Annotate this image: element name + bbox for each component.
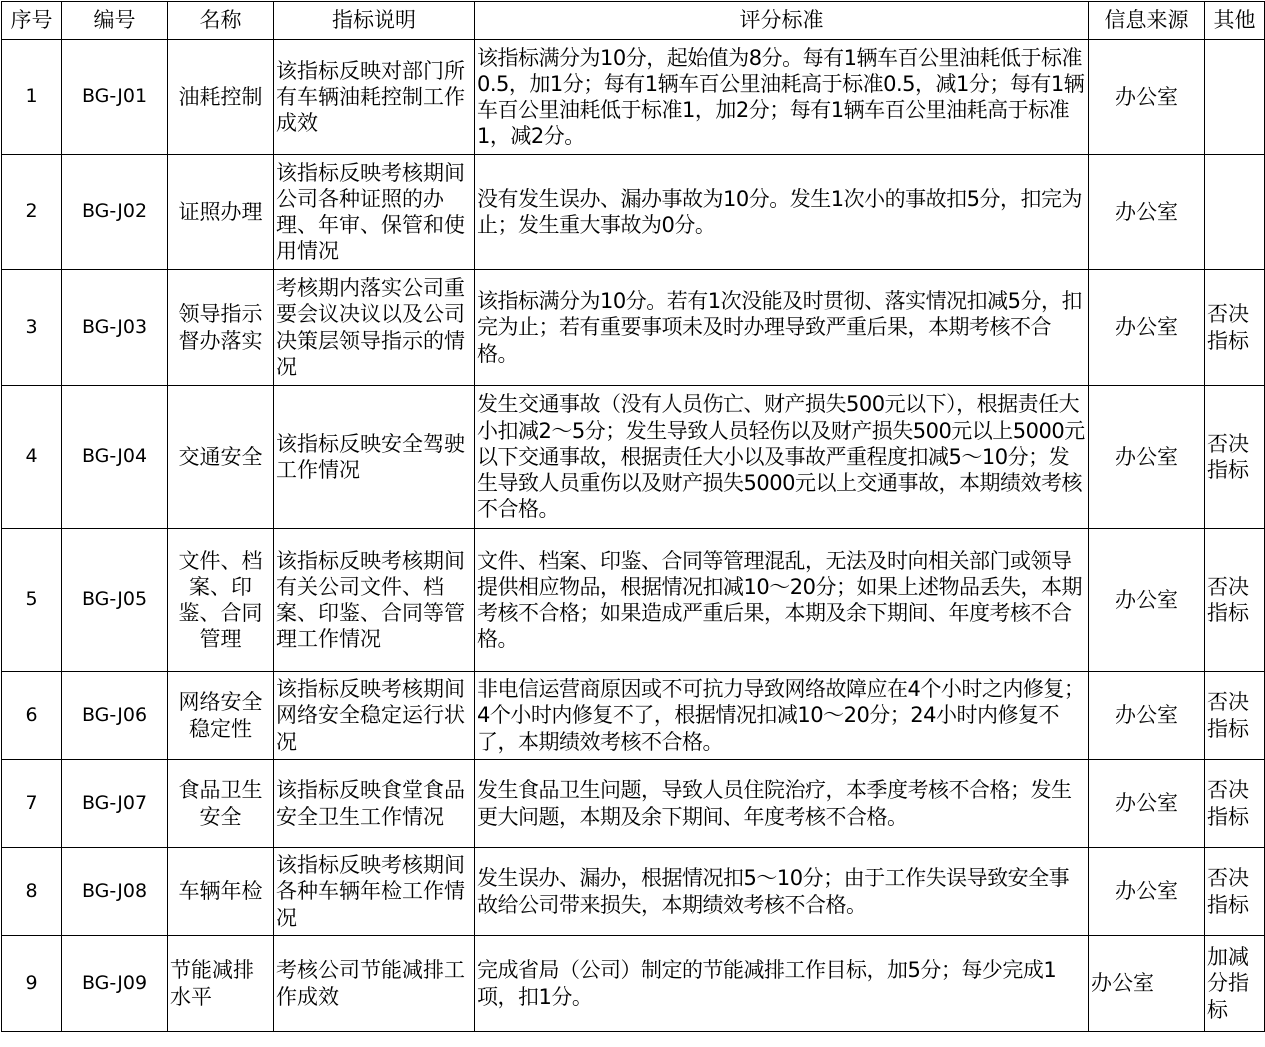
row-name: 证照办理 (168, 155, 274, 270)
row-criteria: 非电信运营商原因或不可抗力导致网络故障应在4个小时之内修复；4个小时内修复不了，根据情况扣减10～20分；24小时内修复不了，本期绩效考核不合格。 (475, 672, 1089, 760)
row-name: 节能减排水平 (168, 936, 274, 1032)
row-other: 否决指标 (1205, 760, 1265, 848)
table-row (2, 386, 1265, 529)
row-name: 车辆年检 (168, 848, 274, 936)
row-other: 否决指标 (1205, 848, 1265, 936)
header-desc: 指标说明 (274, 2, 475, 40)
row-source: 办公室 (1089, 672, 1205, 760)
row-other: 否决指标 (1205, 672, 1265, 760)
header-source: 信息来源 (1089, 2, 1205, 40)
table-row (2, 155, 1265, 270)
row-code: BG-J07 (62, 760, 168, 848)
row-seq: 5 (2, 529, 62, 672)
header-code: 编号 (62, 2, 168, 40)
row-code: BG-J08 (62, 848, 168, 936)
table-row (2, 40, 1265, 155)
table-row (2, 270, 1265, 386)
row-seq: 9 (2, 936, 62, 1032)
header-name: 名称 (168, 2, 274, 40)
row-criteria: 文件、档案、印鉴、合同等管理混乱，无法及时向相关部门或领导提供相应物品，根据情况扣减10～20分；如果上述物品丢失，本期考核不合格；如果造成严重后果，本期及余下期间、年度考核不合格。 (475, 529, 1089, 672)
row-code: BG-J09 (62, 936, 168, 1032)
row-desc: 该指标反映考核期间各种车辆年检工作情况 (274, 848, 475, 936)
row-seq: 3 (2, 270, 62, 386)
row-seq: 1 (2, 40, 62, 155)
row-code: BG-J04 (62, 386, 168, 529)
row-desc: 考核公司节能减排工作成效 (274, 936, 475, 1032)
header-criteria: 评分标准 (475, 2, 1089, 40)
indicator-table (1, 1, 1265, 1032)
row-desc: 该指标反映对部门所有车辆油耗控制工作成效 (274, 40, 475, 155)
row-other: 否决指标 (1205, 270, 1265, 386)
row-source: 办公室 (1089, 386, 1205, 529)
row-name: 交通安全 (168, 386, 274, 529)
header-other: 其他 (1205, 2, 1265, 40)
table-row (2, 529, 1265, 672)
header-row (2, 2, 1265, 40)
row-desc: 该指标反映安全驾驶工作情况 (274, 386, 475, 529)
row-seq: 2 (2, 155, 62, 270)
row-criteria: 发生交通事故（没有人员伤亡、财产损失500元以下），根据责任大小扣减2～5分；发生导致人员轻伤以及财产损失500元以上5000元以下交通事故，根据责任大小以及事故严重程度扣减5～10分；发生导致人员重伤以及财产损失5000元以上交通事故，本期绩效考核不合格。 (475, 386, 1089, 529)
row-desc: 考核期内落实公司重要会议决议以及公司决策层领导指示的情况 (274, 270, 475, 386)
row-code: BG-J05 (62, 529, 168, 672)
row-desc: 该指标反映考核期间网络安全稳定运行状况 (274, 672, 475, 760)
row-desc: 该指标反映食堂食品安全卫生工作情况 (274, 760, 475, 848)
row-source: 办公室 (1089, 760, 1205, 848)
table-row (2, 848, 1265, 936)
row-name: 食品卫生安全 (168, 760, 274, 848)
table-row (2, 936, 1265, 1032)
row-other: 否决指标 (1205, 529, 1265, 672)
row-criteria: 发生误办、漏办，根据情况扣5～10分；由于工作失误导致安全事故给公司带来损失，本期绩效考核不合格。 (475, 848, 1089, 936)
row-name: 网络安全稳定性 (168, 672, 274, 760)
row-other (1205, 155, 1265, 270)
row-source: 办公室 (1089, 529, 1205, 672)
row-seq: 6 (2, 672, 62, 760)
row-desc: 该指标反映考核期间有关公司文件、档案、印鉴、合同等管理工作情况 (274, 529, 475, 672)
row-source: 办公室 (1089, 270, 1205, 386)
row-criteria: 该指标满分为10分，起始值为8分。每有1辆车百公里油耗低于标准0.5，加1分；每有1辆车百公里油耗高于标准0.5，减1分；每有1辆车百公里油耗低于标准1，加2分；每有1辆车百公里油耗高于标准1，减2分。 (475, 40, 1089, 155)
row-source: 办公室 (1089, 936, 1205, 1032)
row-source: 办公室 (1089, 848, 1205, 936)
row-source: 办公室 (1089, 40, 1205, 155)
table-row (2, 760, 1265, 848)
row-criteria: 发生食品卫生问题，导致人员住院治疗，本季度考核不合格；发生更大问题，本期及余下期间、年度考核不合格。 (475, 760, 1089, 848)
row-code: BG-J03 (62, 270, 168, 386)
row-seq: 4 (2, 386, 62, 529)
row-desc: 该指标反映考核期间公司各种证照的办理、年审、保管和使用情况 (274, 155, 475, 270)
row-criteria: 该指标满分为10分。若有1次没能及时贯彻、落实情况扣减5分，扣完为止；若有重要事项未及时办理导致严重后果，本期考核不合格。 (475, 270, 1089, 386)
row-criteria: 完成省局（公司）制定的节能减排工作目标，加5分；每少完成1项，扣1分。 (475, 936, 1089, 1032)
table-row (2, 672, 1265, 760)
row-code: BG-J06 (62, 672, 168, 760)
row-seq: 7 (2, 760, 62, 848)
row-other: 加减分指标 (1205, 936, 1265, 1032)
row-criteria: 没有发生误办、漏办事故为10分。发生1次小的事故扣5分，扣完为止；发生重大事故为0分。 (475, 155, 1089, 270)
row-source: 办公室 (1089, 155, 1205, 270)
header-seq: 序号 (2, 2, 62, 40)
row-name: 文件、档案、印鉴、合同管理 (168, 529, 274, 672)
row-other (1205, 40, 1265, 155)
row-code: BG-J02 (62, 155, 168, 270)
row-other: 否决指标 (1205, 386, 1265, 529)
row-seq: 8 (2, 848, 62, 936)
row-code: BG-J01 (62, 40, 168, 155)
row-name: 领导指示督办落实 (168, 270, 274, 386)
row-name: 油耗控制 (168, 40, 274, 155)
